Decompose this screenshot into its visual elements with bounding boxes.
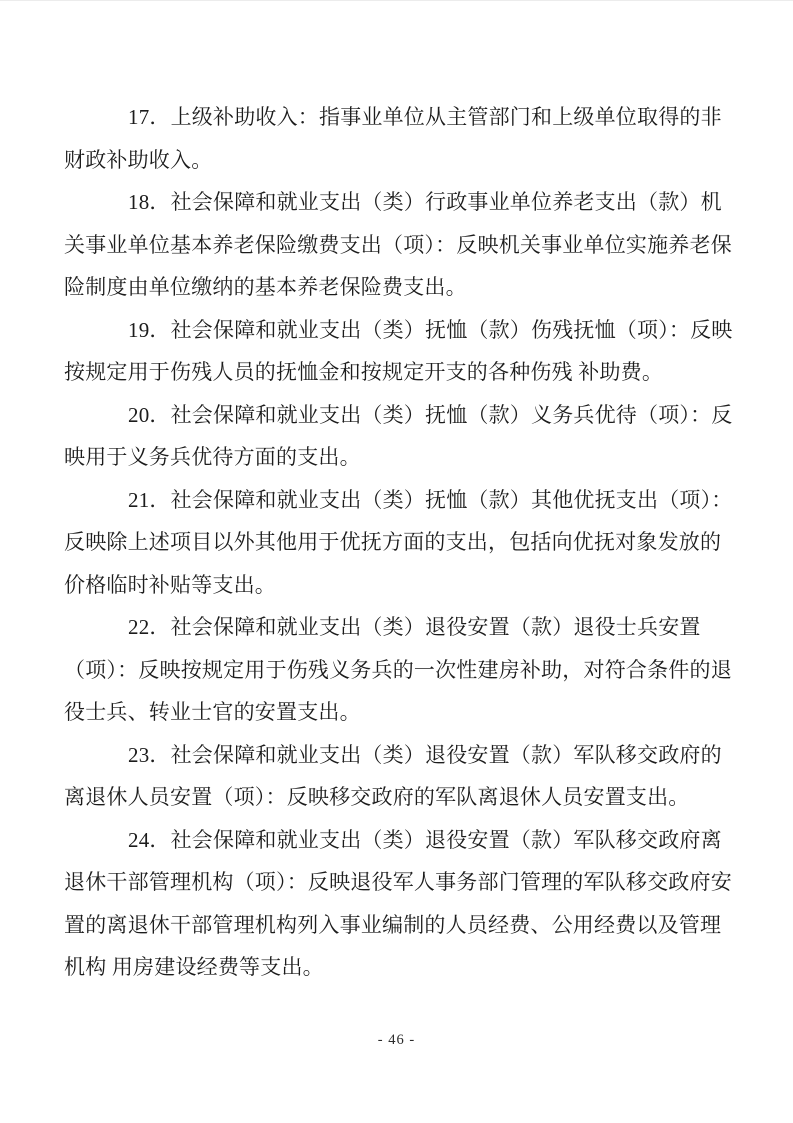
paragraph-item-23: 23．社会保障和就业支出（类）退役安置（款）军队移交政府的离退休人员安置（项）：反映移交政府的军队离退休人员安置支出。	[64, 742, 722, 809]
paragraph-item-22: 22．社会保障和就业支出（类）退役安置（款）退役士兵安置（项）：反映按规定用于伤残义务兵的一次性建房补助，对符合条件的退役士兵、转业士官的安置支出。	[64, 615, 732, 724]
paragraph-item-18: 18．社会保障和就业支出（类）行政事业单位养老支出（款）机关事业单位基本养老保险缴费支出（项）：反映机关事业单位实施养老保险制度由单位缴纳的基本养老保险费支出。	[64, 190, 732, 299]
paragraph-item-24: 24．社会保障和就业支出（类）退役安置（款）军队移交政府离退休干部管理机构（项）：反映退役军人事务部门管理的军队移交政府安置的离退休干部管理机构列入事业编制的人员经费、公用经费以及管理机构 用房建设经费等支出。	[64, 827, 732, 979]
paragraph-item-21: 21．社会保障和就业支出（类）抚恤（款）其他优抚支出（项）：反映除上述项目以外其他用于优抚方面的支出，包括向优抚对象发放的价格临时补贴等支出。	[64, 487, 733, 597]
paragraph-item-17: 17．上级补助收入：指事业单位从主管部门和上级单位取得的非财政补助收入。	[64, 105, 722, 172]
paragraph-item-20: 20．社会保障和就业支出（类）抚恤（款）义务兵优待（项）：反映用于义务兵优待方面的支出。	[64, 402, 733, 469]
paragraph-item-19: 19．社会保障和就业支出（类）抚恤（款）伤残抚恤（项）：反映按规定用于伤残人员的抚恤金和按规定开支的各种伤残 补助费。	[64, 317, 733, 384]
page-number: - 46 -	[377, 1032, 416, 1048]
document-body	[0, 1, 793, 989]
